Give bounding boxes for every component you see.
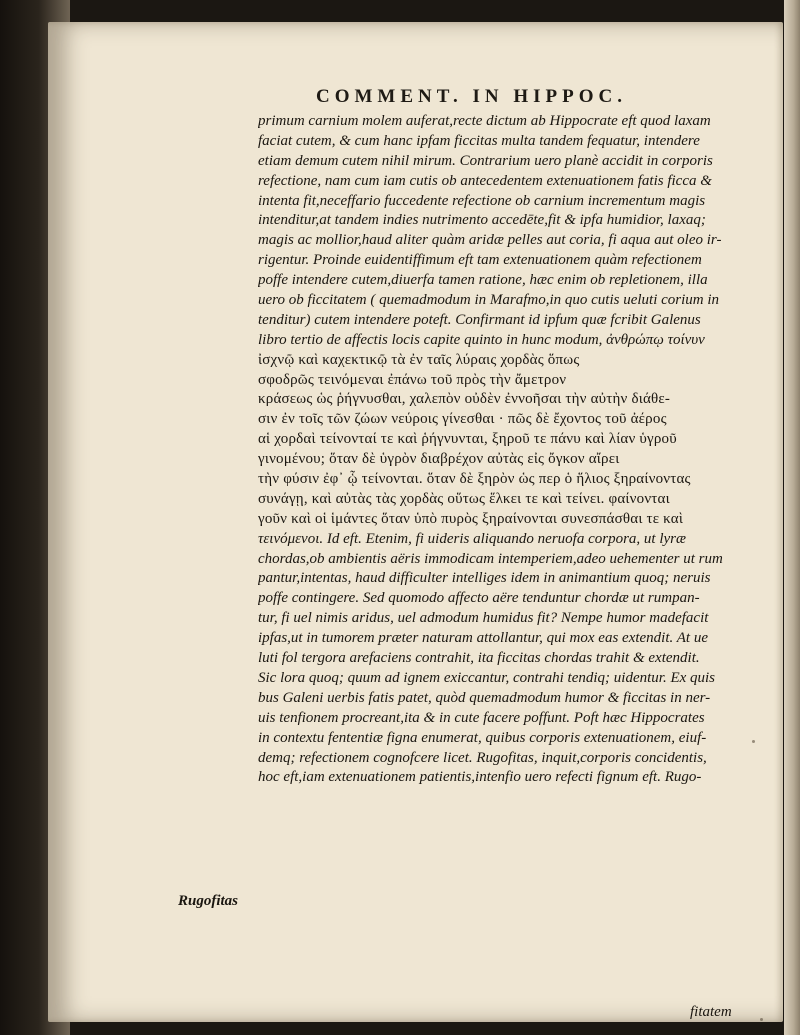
text-line: magis ac mollior,haud aliter quàm aridæ pelles aut coria, fi aqua aut oleo ir- bbox=[258, 232, 722, 249]
text-line: intenta fit,neceffario fuccedente refectione ob carnium incrementum magis bbox=[258, 192, 706, 209]
text-line: poffe contingere. Sed quomodo affecto aëre tenduntur chordæ ut rumpan- bbox=[258, 590, 700, 607]
greek-text-line: τὴν φύσιν ἐφ᾽ ᾧ τείνονται. ὅταν δὲ ξηρὸν ὡς περ ὁ ἥλιος ξηραίνοντας bbox=[258, 471, 691, 488]
text-line: intenditur,at tandem indies nutrimento accedēte,fit & ipfa humidior, laxaq; bbox=[258, 212, 706, 229]
text-line: rigentur. Proinde euidentiffimum eft tam extenuationem quàm refectionem bbox=[258, 252, 702, 269]
text-line: poffe intendere cutem,diuerfa tamen ratione, hæc enim ob repletionem, illa bbox=[258, 272, 708, 289]
text-line: hoc eft,iam extenuationem patientis,intenfio uero refecti fignum eft. Rugo- bbox=[258, 769, 702, 786]
catchword: fitatem bbox=[690, 1004, 732, 1020]
greek-text-line: συνάγῃ, καὶ αὐτὰς τὰς χορδὰς οὕτως ἕλκει τε καὶ τείνει. φαίνονται bbox=[258, 490, 670, 507]
text-line: τεινόμενοι. Id eft. Etenim, fi uideris aliquando neruofa corpora, ut lyræ bbox=[258, 530, 687, 547]
greek-text-line: ἰσχνῷ καὶ καχεκτικῷ τὰ ἐν ταῖς λύραις χορδὰς ὅπως bbox=[258, 351, 580, 368]
text-line: pantur,intentas, haud difficulter intelliges idem in animantium quoq; neruis bbox=[258, 570, 711, 587]
greek-text-line: κράσεως ὡς ῥήγνυσθαι, χαλεπὸν οὐδὲν ἐννοῆσαι τὴν αὐτὴν διάθε- bbox=[258, 391, 671, 408]
text-line: libro tertio de affectis locis capite quinto in hunc modum, ἀνθρώπῳ τοίνυν bbox=[258, 331, 705, 348]
text-line: in contextu fententiæ figna enumerat, quibus corporis extenuationem, eiuf- bbox=[258, 729, 707, 746]
greek-text-line: σιν ἐν τοῖς τῶν ζώων νεύροις γίνεσθαι · πῶς δὲ ἔχοντος τοῦ ἀέρος bbox=[258, 411, 667, 428]
text-line: tur, fi uel nimis aridus, uel admodum humidus fit? Nempe humor madefacit bbox=[258, 610, 709, 627]
paper-speck bbox=[752, 740, 755, 743]
margin-note: Rugofitas bbox=[178, 893, 239, 909]
text-line: Sic lora quoq; quum ad ignem exiccantur, contrahi tendiq; uidentur. Ex quis bbox=[258, 669, 716, 686]
text-line: primum carnium molem auferat,recte dictum ab Hippocrate eft quod laxam bbox=[258, 113, 711, 129]
text-line: bus Galeni uerbis fatis patet, quòd quemadmodum humor & ficcitas in ner- bbox=[258, 689, 711, 706]
text-line: uero ob ficcitatem ( quemadmodum in Marafmo,in quo cutis ueluti corium in bbox=[258, 292, 720, 309]
text-line: ipfas,ut in tumorem præter naturam attollantur, qui mox eas extendit. At ue bbox=[258, 630, 708, 647]
greek-text-line: γινομένου; ὅταν δὲ ὑγρὸν διαβρέχον αὐτὰς εἰς ὄγκον αἴρει bbox=[258, 451, 620, 468]
text-line: faciat cutem, & cum hanc ipfam ficcitas multa tandem fequatur, intendere bbox=[258, 132, 700, 149]
greek-text-line: σφοδρῶς τεινόμεναι ἐπάνω τοῦ πρὸς τὴν ἄμετρον bbox=[258, 371, 567, 388]
greek-text-line: γοῦν καὶ οἱ ἱμάντες ὅταν ὑπὸ πυρὸς ξηραίνονται συνεσπάσθαι τε καὶ bbox=[258, 510, 684, 527]
text-line: uis tenfionem procreant,ita & in cute facere poffunt. Poft hæc Hippocrates bbox=[258, 709, 705, 726]
page-edge-right bbox=[784, 0, 800, 1035]
running-head: COMMENT. IN HIPPOC. bbox=[316, 86, 628, 107]
text-line: refectione, nam cum iam cutis ob antecedentem extenuationem fatis ficca & bbox=[258, 172, 712, 189]
paper-speck bbox=[760, 1018, 763, 1021]
text-line: chordas,ob ambientis aëris immodicam intemperiem,adeo uehementer ut rum bbox=[258, 550, 723, 567]
body-text bbox=[258, 112, 778, 788]
text-line: demq; refectionem cognofcere licet. Rugofitas, inquit,corporis concidentis, bbox=[258, 749, 707, 766]
greek-text-line: αἱ χορδαὶ τείνονταί τε καὶ ῥήγνυνται, ξηροῦ τε πάνυ καὶ λίαν ὑγροῦ bbox=[258, 431, 677, 448]
text-line: luti fol tergora arefaciens contrahit, ita ficcitas chordas trahit & extendit. bbox=[258, 650, 700, 667]
text-line: tenditur) cutem intendere poteft. Confirmant id ipfum quæ fcribit Galenus bbox=[258, 311, 701, 328]
text-line: etiam demum cutem nihil mirum. Contrarium uero planè accidit in corporis bbox=[258, 152, 713, 169]
